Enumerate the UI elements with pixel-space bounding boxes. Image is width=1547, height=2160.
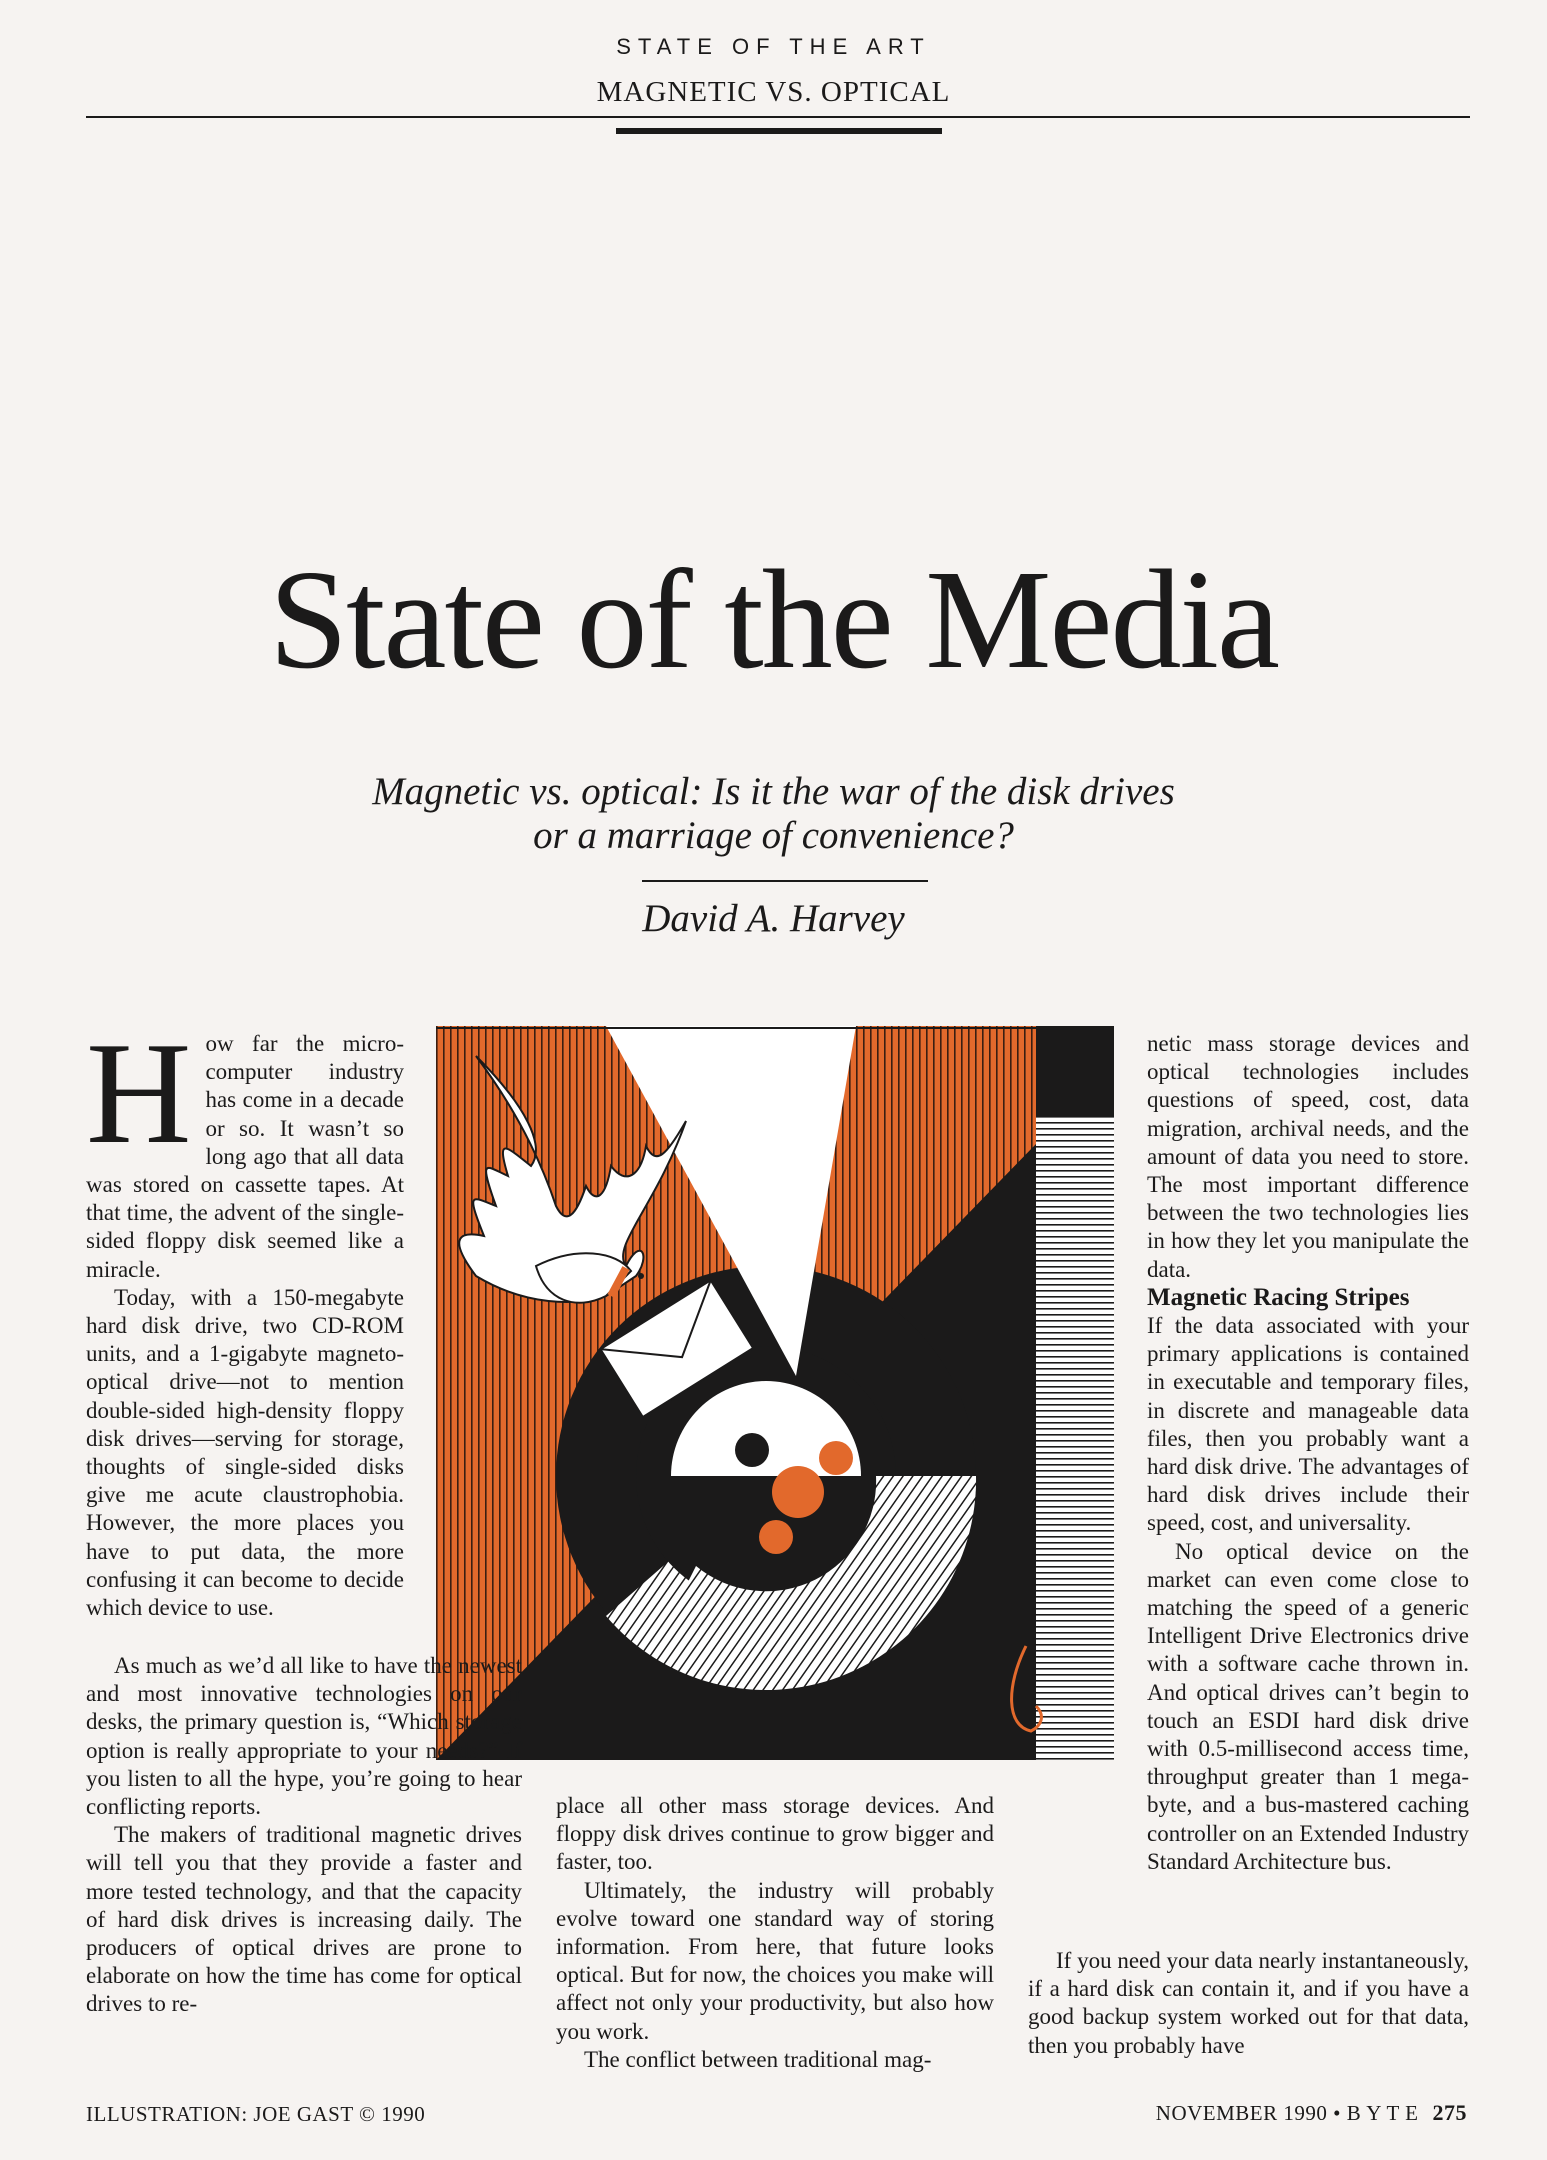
paragraph: Today, with a 150-megabyte hard disk drive, two CD-ROM units, and a 1-gigabyte magneto-optical drive—not to mention double-sided high-density floppy disk drives—serving for storage, thoughts of single-sided disks give me acute claustrophobia. However, the more places you have to put data, the more confusing it can become to decide which device to use. <box>86 1284 404 1621</box>
folio <box>1156 2100 1467 2126</box>
header-rule <box>86 116 1470 118</box>
lead-text: ow far the microcomputer industry has come in a decade or so. It wasn’t so long ago that all data was stored on cassette tapes. At that time, the advent of the single-sided floppy disk seemed like a miracle. <box>86 1031 404 1282</box>
issue-line: NOVEMBER 1990 • B Y T E <box>1155 2101 1419 2125</box>
paragraph: No optical device on the market can even come close to matching the speed of a generic Intelligent Drive Electronics drive with a software cache thrown in. And optical drives can’t begin to touch an ESDI hard disk drive with 0.5-millisecond access time, throughput greater than 1 megabyte, and a bus-mastered caching controller on an Extended Industry Standard Architecture bus. <box>1147 1538 1469 1874</box>
article-deck <box>0 770 1547 858</box>
deck-line-2: or a marriage of convenience? <box>533 814 1014 857</box>
paragraph: Ultimately, the industry will probably evolve toward one standard way of storing information. From here, that future looks optical. But for now, the choices you make will affect not only your productivity, but also how you work. <box>556 1877 994 2044</box>
paragraph: The conflict between traditional mag- <box>584 2046 932 2072</box>
header-accent-rule <box>616 128 942 134</box>
paragraph: As much as we’d all like to have the newest and most innovative technologies on our desks, the primary question is, “Which storage option is really appropriate to your needs?” If you listen to all the hype, you’re going to hear conflicting reports. <box>86 1653 522 1820</box>
column-2 <box>556 1792 994 2074</box>
column-1-upper <box>86 1012 404 1622</box>
section-title: MAGNETIC VS. OPTICAL <box>596 76 951 108</box>
column-3-upper <box>1147 1030 1469 1876</box>
illustration-dove-disk <box>436 1026 1114 1760</box>
paragraph: place all other mass storage devices. And floppy disk drives continue to grow bigger and faster, too. <box>556 1793 994 1875</box>
drop-cap: H <box>86 1012 192 1174</box>
illustration-credit: ILLUSTRATION: JOE GAST © 1990 <box>86 2102 426 2126</box>
deck-line-1: Magnetic vs. optical: Is it the war of the disk drives <box>372 770 1175 813</box>
paragraph: The makers of traditional magnetic drives will tell you that they provide a faster and more tested technology, and that the capacity of hard disk drives is increasing daily. The producers of optical drives are prone to elaborate on how the time has come for optical drives to re- <box>86 1822 522 2017</box>
page-number: 275 <box>1432 2100 1467 2125</box>
column-1-lower <box>86 1652 522 2019</box>
subhead: Magnetic Racing Stripes <box>1147 1283 1410 1311</box>
paragraph: If the data associated with your primary applications is contained in executable and temporary files, in discrete and manageable data files, then you probably want a hard disk drive. The advantages of hard disk drives include their speed, cost, and universality. <box>1147 1313 1469 1536</box>
byline-rule <box>642 880 928 882</box>
paragraph: netic mass storage devices and optical technologies includes questions of speed, cost, data migration, archival needs, and the amount of data you need to store. The most important difference between the two technologies lies in how they let you manipulate the data. <box>1147 1031 1469 1282</box>
byline: David A. Harvey <box>642 897 905 940</box>
column-3-lower <box>1028 1947 1469 2060</box>
paragraph: If you need your data nearly instantaneously, if a hard disk can contain it, and if you have a good backup system worked out for that data, then you probably have <box>1028 1948 1470 2058</box>
article-title: State of the Media <box>269 540 1278 698</box>
section-kicker: STATE OF THE ART <box>616 34 931 59</box>
lead-paragraph <box>86 1012 404 1284</box>
